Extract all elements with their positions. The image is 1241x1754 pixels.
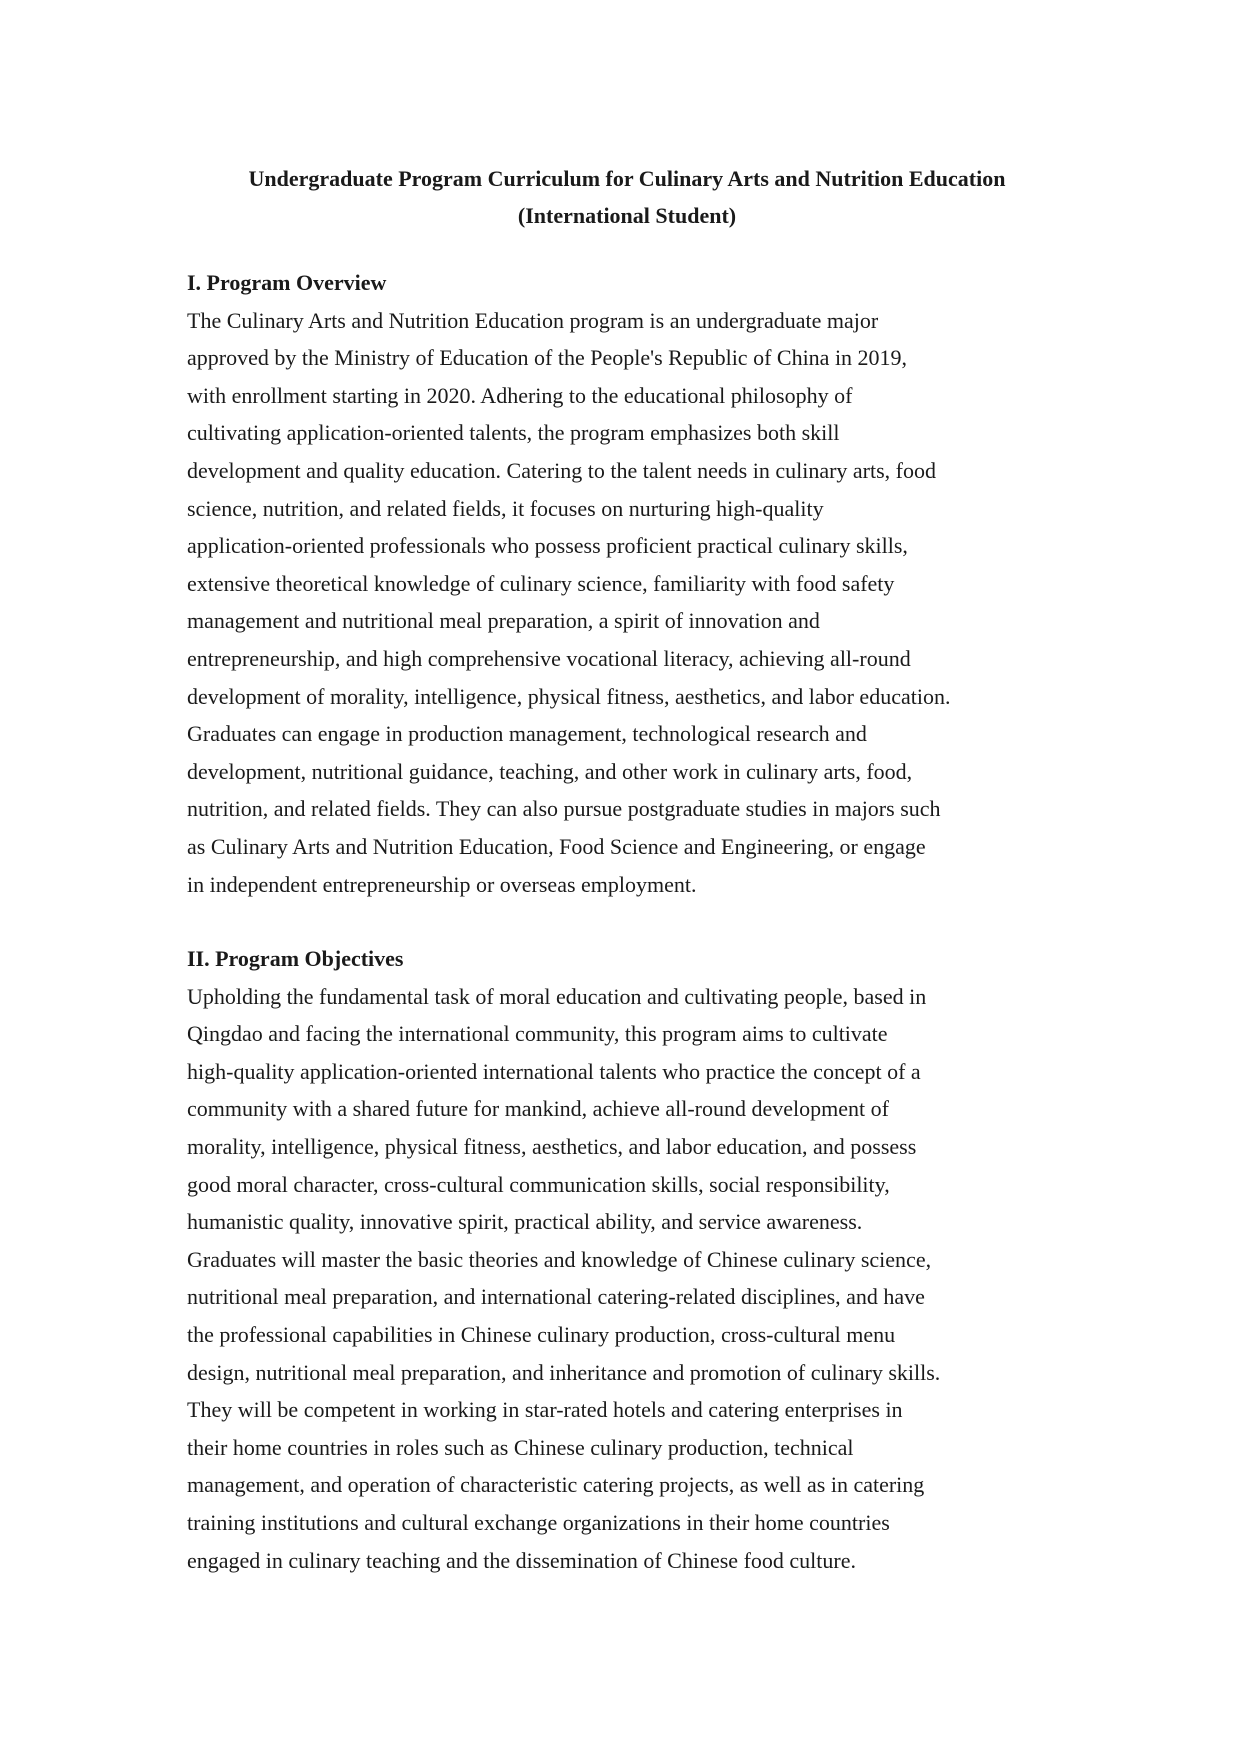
- text-line: engaged in culinary teaching and the dissemination of Chinese food culture.: [187, 1547, 856, 1573]
- text-line: as Culinary Arts and Nutrition Education, Food Science and Engineering, or engage: [187, 833, 926, 859]
- text-line: morality, intelligence, physical fitness, aesthetics, and labor education, and possess: [187, 1134, 917, 1160]
- document-title: [187, 160, 1067, 234]
- text-line: training institutions and cultural exchange organizations in their home countries: [187, 1510, 890, 1535]
- document-body: [187, 160, 1067, 1579]
- text-line: development, nutritional guidance, teaching, and other work in culinary arts, food,: [187, 758, 913, 784]
- section-heading-program-overview: I. Program Overview: [187, 270, 387, 295]
- text-line: nutrition, and related fields. They can also pursue postgraduate studies in majors such: [187, 796, 941, 822]
- text-line: management, and operation of characteristic catering projects, as well as in catering: [187, 1472, 925, 1498]
- section-heading-program-objectives: II. Program Objectives: [187, 946, 404, 972]
- text-line: development of morality, intelligence, physical fitness, aesthetics, and labor education.: [187, 683, 951, 709]
- text-line: community with a shared future for mankind, achieve all-round development of: [187, 1096, 889, 1122]
- text-line: their home countries in roles such as Chinese culinary production, technical: [187, 1434, 854, 1460]
- text-line: extensive theoretical knowledge of culinary science, familiarity with food safety: [187, 570, 895, 596]
- text-line: good moral character, cross-cultural communication skills, social responsibility,: [187, 1171, 890, 1197]
- text-line: with enrollment starting in 2020. Adhering to the educational philosophy of: [187, 382, 853, 408]
- document-title-line-2: (International Student): [517, 203, 737, 228]
- text-line: application-oriented professionals who possess proficient practical culinary skills,: [187, 533, 908, 559]
- text-line: approved by the Ministry of Education of the People's Republic of China in 2019,: [187, 345, 908, 371]
- text-line: management and nutritional meal preparation, a spirit of innovation and: [187, 608, 820, 634]
- text-line: The Culinary Arts and Nutrition Education program is an undergraduate major: [187, 307, 879, 333]
- text-line: entrepreneurship, and high comprehensive vocational literacy, achieving all-round: [187, 645, 911, 671]
- text-line: Graduates can engage in production management, technological research and: [187, 721, 867, 747]
- document-title-line-1: Undergraduate Program Curriculum for Culinary Arts and Nutrition Education: [248, 166, 1006, 191]
- text-line: high-quality application-oriented international talents who practice the concept of a: [187, 1058, 921, 1084]
- text-line: humanistic quality, innovative spirit, practical ability, and service awareness.: [187, 1209, 863, 1235]
- paragraph-program-objectives: [187, 978, 1067, 1580]
- text-line: nutritional meal preparation, and international catering-related disciplines, and have: [187, 1284, 925, 1310]
- text-line: design, nutritional meal preparation, and inheritance and promotion of culinary skills.: [187, 1359, 941, 1385]
- text-line: cultivating application-oriented talents, the program emphasizes both skill: [187, 420, 840, 446]
- text-line: Qingdao and facing the international community, this program aims to cultivate: [187, 1021, 888, 1047]
- text-line: the professional capabilities in Chinese culinary production, cross-cultural menu: [187, 1322, 896, 1348]
- text-line: They will be competent in working in star-rated hotels and catering enterprises in: [187, 1397, 903, 1423]
- text-line: science, nutrition, and related fields, it focuses on nurturing high-quality: [187, 495, 824, 521]
- text-line: in independent entrepreneurship or overseas employment.: [187, 871, 697, 897]
- paragraph-program-overview: [187, 302, 1067, 904]
- text-line: development and quality education. Catering to the talent needs in culinary arts, food: [187, 457, 936, 483]
- text-line: Graduates will master the basic theories and knowledge of Chinese culinary science,: [187, 1246, 932, 1272]
- text-line: Upholding the fundamental task of moral education and cultivating people, based in: [187, 983, 927, 1009]
